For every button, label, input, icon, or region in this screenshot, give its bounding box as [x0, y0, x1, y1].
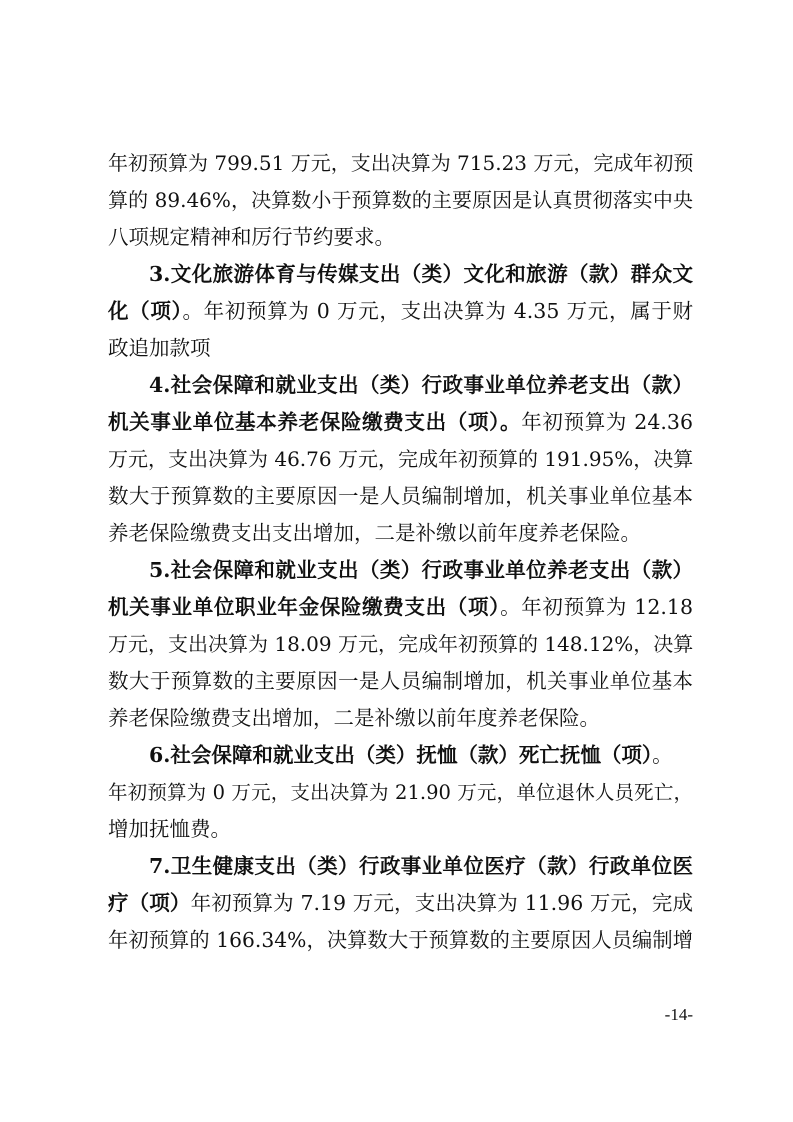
text-line [108, 367, 693, 404]
text-line [108, 515, 693, 552]
text-line [108, 700, 693, 737]
paragraph-item-3 [108, 256, 693, 367]
text-run: 增加抚恤费。 [108, 817, 231, 841]
text-run: 养老保险缴费支出支出增加，二是补缴以前年度养老保险。 [108, 521, 641, 545]
paragraph-item-5 [108, 552, 693, 737]
heading-run: 3.文化旅游体育与传媒支出（类）文化和旅游（款）群众文 [149, 262, 693, 286]
text-run: 八项规定精神和厉行节约要求。 [108, 225, 395, 249]
text-run: 万元，支出决算为 18.09 万元，完成年初预算的 148.12%，决算 [108, 632, 694, 656]
text-run: 年初预算为 0 万元，支出决算为 21.90 万元，单位退休人员死亡， [108, 781, 693, 804]
text-line [108, 626, 693, 663]
text-line [108, 182, 693, 219]
text-run: 数大于预算数的主要原因一是人员编制增加，机关事业单位基本 [108, 669, 693, 693]
page-number: -14- [664, 1005, 693, 1024]
heading-run: 7.卫生健康支出（类）行政事业单位医疗（款）行政单位医 [149, 854, 693, 878]
text-line [108, 552, 693, 589]
text-run: 算的 89.46%，决算数小于预算数的主要原因是认真贯彻落实中央 [108, 188, 693, 212]
text-line [108, 256, 693, 293]
text-run: 年初预算的 166.34%，决算数大于预算数的主要原因人员编制增 [108, 928, 693, 952]
paragraph-item-4 [108, 367, 693, 552]
text-line [108, 774, 693, 811]
text-run: 。年初预算为 0 万元，支出决算为 4.35 万元，属于财 [182, 299, 693, 323]
heading-run: 5.社会保障和就业支出（类）行政事业单位养老支出（款） [149, 558, 693, 582]
text-line [108, 663, 693, 700]
text-line [108, 885, 693, 922]
text-line [108, 219, 693, 256]
text-run: 。年初预算为 12.18 [500, 595, 693, 619]
paragraph-item-6 [108, 737, 693, 848]
heading-run: 化（项） [108, 299, 183, 323]
text-run: 年初预算为 24.36 [521, 410, 693, 434]
heading-run: 机关事业单位职业年金保险缴费支出（项） [108, 595, 501, 619]
heading-run: 疗（项） [108, 891, 191, 915]
text-line [108, 145, 693, 182]
heading-run: 4.社会保障和就业支出（类）行政事业单位养老支出（款） [149, 373, 693, 397]
text-run: 政追加款项 [108, 336, 211, 360]
text-run: 。 [652, 743, 673, 767]
text-run: 万元，支出决算为 46.76 万元，完成年初预算的 191.95%，决算 [108, 447, 694, 471]
text-line [108, 811, 693, 848]
text-line [108, 404, 693, 441]
text-line [108, 922, 693, 959]
heading-run: 6.社会保障和就业支出（类）抚恤（款）死亡抚恤（项） [149, 743, 653, 767]
text-line [108, 478, 693, 515]
text-line [108, 330, 693, 367]
text-line [108, 441, 693, 478]
text-run: 年初预算为 799.51 万元，支出决算为 715.23 万元，完成年初预 [108, 151, 694, 175]
heading-run: 机关事业单位基本养老保险缴费支出（项）。 [108, 410, 522, 434]
text-run: 数大于预算数的主要原因一是人员编制增加，机关事业单位基本 [108, 484, 693, 508]
paragraph-item-7 [108, 848, 693, 959]
text-run: 年初预算为 7.19 万元，支出决算为 11.96 万元，完成 [190, 891, 693, 915]
text-line [108, 737, 693, 774]
paragraph-continuation [108, 145, 693, 256]
text-run: 养老保险缴费支出增加，二是补缴以前年度养老保险。 [108, 706, 600, 730]
text-line [108, 293, 693, 330]
text-line [108, 848, 693, 885]
document-body [108, 145, 693, 959]
text-line [108, 589, 693, 626]
